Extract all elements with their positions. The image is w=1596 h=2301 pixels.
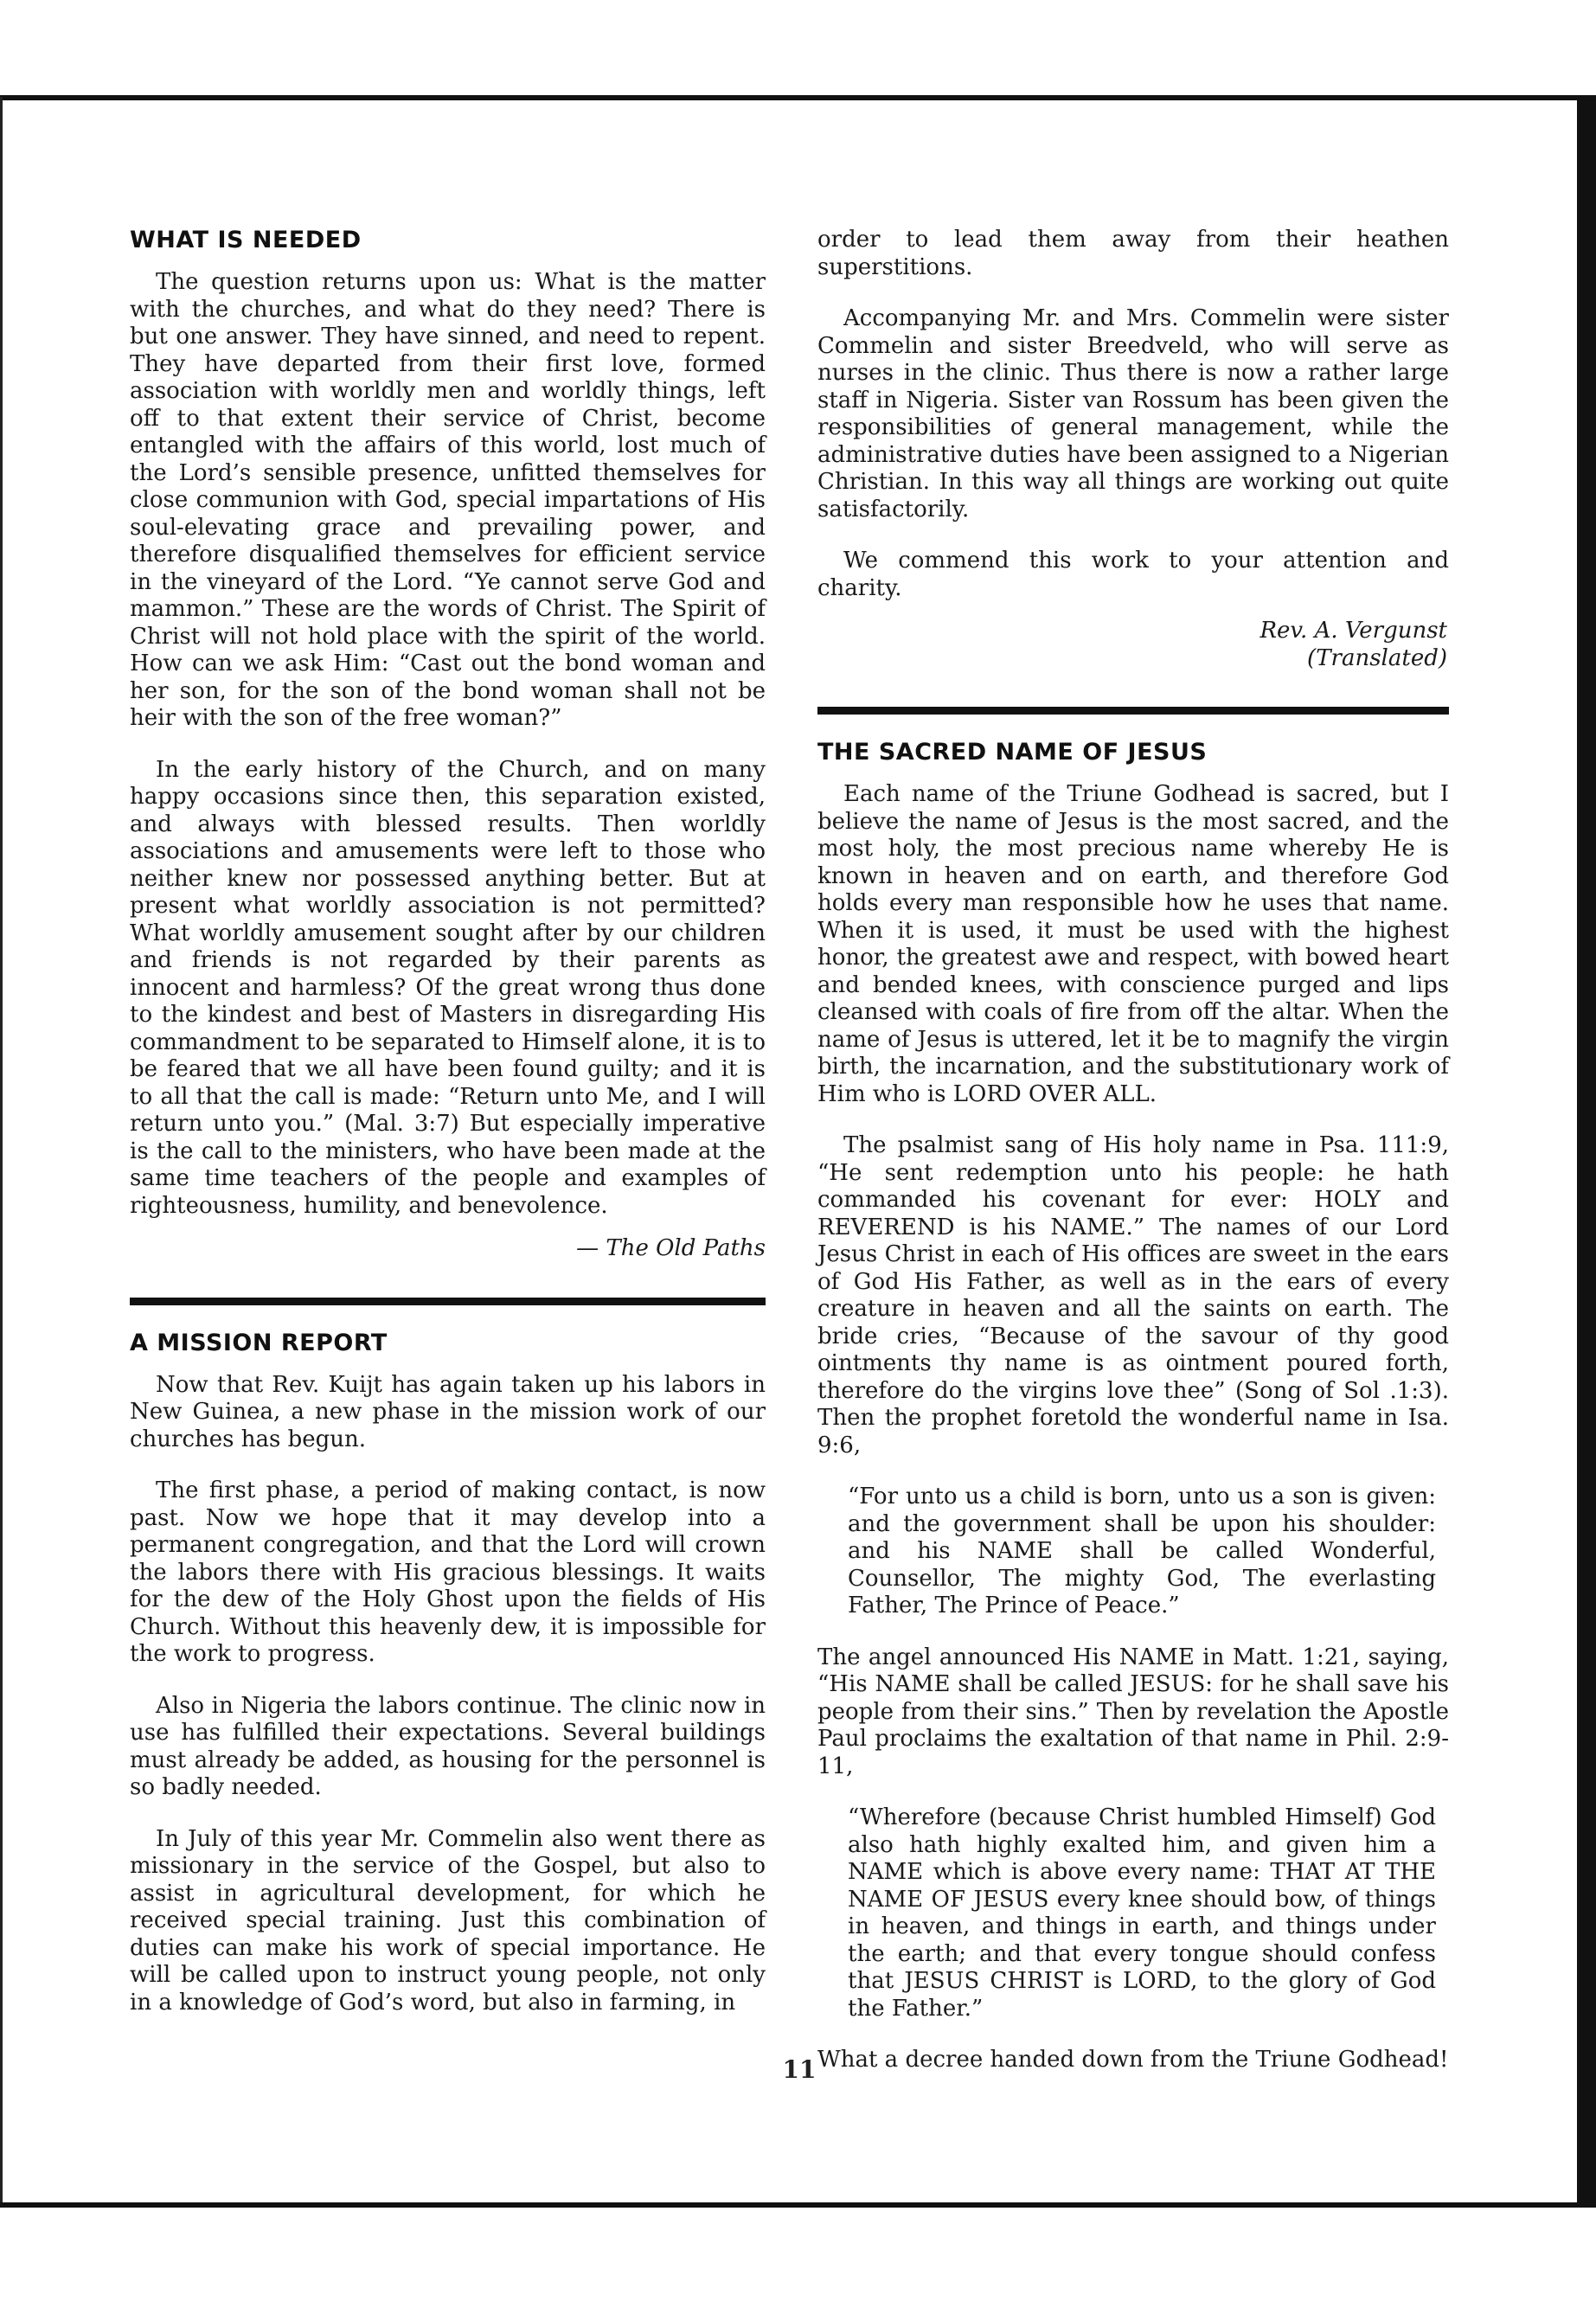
paragraph: Accompanying Mr. and Mrs. Commelin were sister Commelin and sister Breedveld, who will serve as nurses in the clinic. Thus there is now a rather large staff in Nigeria. Sister van Rossum has been given the responsibilities of general management, while the administrative duties have been assigned to a Nigerian Christian. In this way all things are working out quite satisfactorily. bbox=[817, 305, 1449, 522]
paragraph: The first phase, a period of making contact, is now past. Now we hope that it may develop into a permanent congregation, and that the Lord will crown the labors there with His gracious blessings. It waits for the dew of the Holy Ghost upon the fields of His Church. Without this heavenly dew, it is impossible for the work to progress. bbox=[130, 1477, 766, 1667]
scripture-quote: “Wherefore (because Christ humbled Himself) God also hath highly exalted him, and given him a NAME which is above every name: THAT AT THE NAME OF JESUS every knee should bow, of things in heaven, and things in earth, and things under the earth; and that every tongue should confess that JESUS CHRIST is LORD, to the glory of God the Father.” bbox=[848, 1804, 1436, 2022]
scan-bottom-margin bbox=[0, 2208, 1596, 2301]
page-edge-left bbox=[0, 97, 3, 2208]
paragraph: Now that Rev. Kuijt has again taken up his labors in New Guinea, a new phase in the mission work of our churches has begun. bbox=[130, 1371, 766, 1452]
paragraph-continuation: order to lead them away from their heathen superstitions. bbox=[817, 227, 1449, 280]
paragraph: Each name of the Triune Godhead is sacred, but I believe the name of Jesus is the most sacred, and the most holy, the most precious name whereby He is known in heaven and on earth, and therefore God holds every man responsible how he uses that name. When it is used, it must be used with the highest honor, the greatest awe and respect, with bowed heart and bended knees, with conscience purged and lips cleansed with coals of fire from off the altar. When the name of Jesus is uttered, let it be to magnify the virgin birth, the incarnation, and the substitutionary work of Him who is LORD OVER ALL. bbox=[817, 781, 1449, 1107]
source-text: — The Old Paths bbox=[576, 1235, 766, 1261]
paragraph: The psalmist sang of His holy name in Psa. 111:9, “He sent redemption unto his people: he hath commanded his covenant for ever: HOLY and REVEREND is his NAME.” The names of our Lord Jesus Christ in each of His offices are sweet in the ears of God His Father, as well as in the ears of every creature in heaven and all the saints on earth. The bride cries, “Because of the savour of thy good ointments thy name is as ointment poured forth, therefore do the virgins love thee” (Song of Sol .1:3). Then the prophet foretold the wonderful name in Isa. 9:6, bbox=[817, 1132, 1449, 1458]
page-edge-right bbox=[1577, 97, 1596, 2208]
source-attribution bbox=[130, 1235, 766, 1263]
paragraph: In the early history of the Church, and on many happy occasions since then, this separation existed, and always with blessed results. Then worldly associations and amusements were left to those who neither knew nor possessed anything better. But at present what worldly association is not permitted? What worldly amusement sought after by our children and friends is not regarded by their parents as innocent and harmless? Of the great wrong thus done to the kindest and best of Masters in disregarding His commandment to be separated to Himself alone, it is to be feared that we all have been found guilty; and it is to all that the call is made: “Return unto Me, and I will return unto you.” (Mal. 3:7) But especially imperative is the call to the ministers, who have been made at the same time teachers of the people and examples of righteousness, humility, and benevolence. bbox=[130, 756, 766, 1219]
right-column bbox=[817, 227, 1449, 2099]
paragraph: The angel announced His NAME in Matt. 1:21, saying, “His NAME shall be called JESUS: for he shall save his people from their sins.” Then by revelation the Apostle Paul proclaims the exaltation of that name in Phil. 2:9-11, bbox=[817, 1644, 1449, 1779]
signature-note: (Translated) bbox=[1307, 644, 1447, 671]
section-heading-sacred-name: THE SACRED NAME OF JESUS bbox=[817, 739, 1208, 766]
section-heading-mission-report: A MISSION REPORT bbox=[130, 1329, 388, 1356]
paragraph: Also in Nigeria the labors continue. The clinic now in use has fulfilled their expectations. Several buildings must already be added, as housing for the personnel is so badly needed. bbox=[130, 1692, 766, 1800]
author-signature bbox=[817, 618, 1449, 672]
page-edge-top bbox=[0, 95, 1596, 100]
section-divider bbox=[817, 707, 1449, 715]
closing-paragraph: What a decree handed down from the Triune Godhead! bbox=[817, 2047, 1449, 2073]
signature-name: Rev. A. Vergunst bbox=[1259, 618, 1447, 644]
paragraph: The question returns upon us: What is the matter with the churches, and what do they need? There is but one answer. They have sinned, and need to repent. They have departed from their first love, formed association with worldly men and worldly things, left off to that extent their service of Christ, become entangled with the affairs of this world, lost much of the Lord’s sensible presence, unfitted themselves for close communion with God, special impartations of His soul-elevating grace and prevailing power, and therefore disqualified themselves for efficient service in the vineyard of the Lord. “Ye cannot serve God and mammon.” These are the words of Christ. The Spirit of Christ will not hold place with the spirit of the world. How can we ask Him: “Cast out the bond woman and her son, for the son of the bond woman shall not be heir with the son of the free woman?” bbox=[130, 269, 766, 731]
scan-top-margin bbox=[0, 0, 1596, 97]
left-column bbox=[130, 227, 766, 2041]
page-number: 11 bbox=[782, 2055, 817, 2084]
scripture-quote: “For unto us a child is born, unto us a son is given: and the government shall be upon his shoulder: and his NAME shall be called Wonderful, Counsellor, The mighty God, The everlasting Father, The Prince of Peace.” bbox=[848, 1484, 1436, 1618]
paragraph: We commend this work to your attention and charity. bbox=[817, 548, 1449, 601]
section-heading-what-is-needed: WHAT IS NEEDED bbox=[130, 227, 362, 253]
section-divider bbox=[130, 1298, 766, 1305]
paragraph: In July of this year Mr. Commelin also went there as missionary in the service of the Gospel, but also to assist in agricultural development, for which he received special training. Just this combination of duties can make his work of special importance. He will be called upon to instruct young people, not only in a knowledge of God’s word, but also in farming, in bbox=[130, 1825, 766, 2016]
